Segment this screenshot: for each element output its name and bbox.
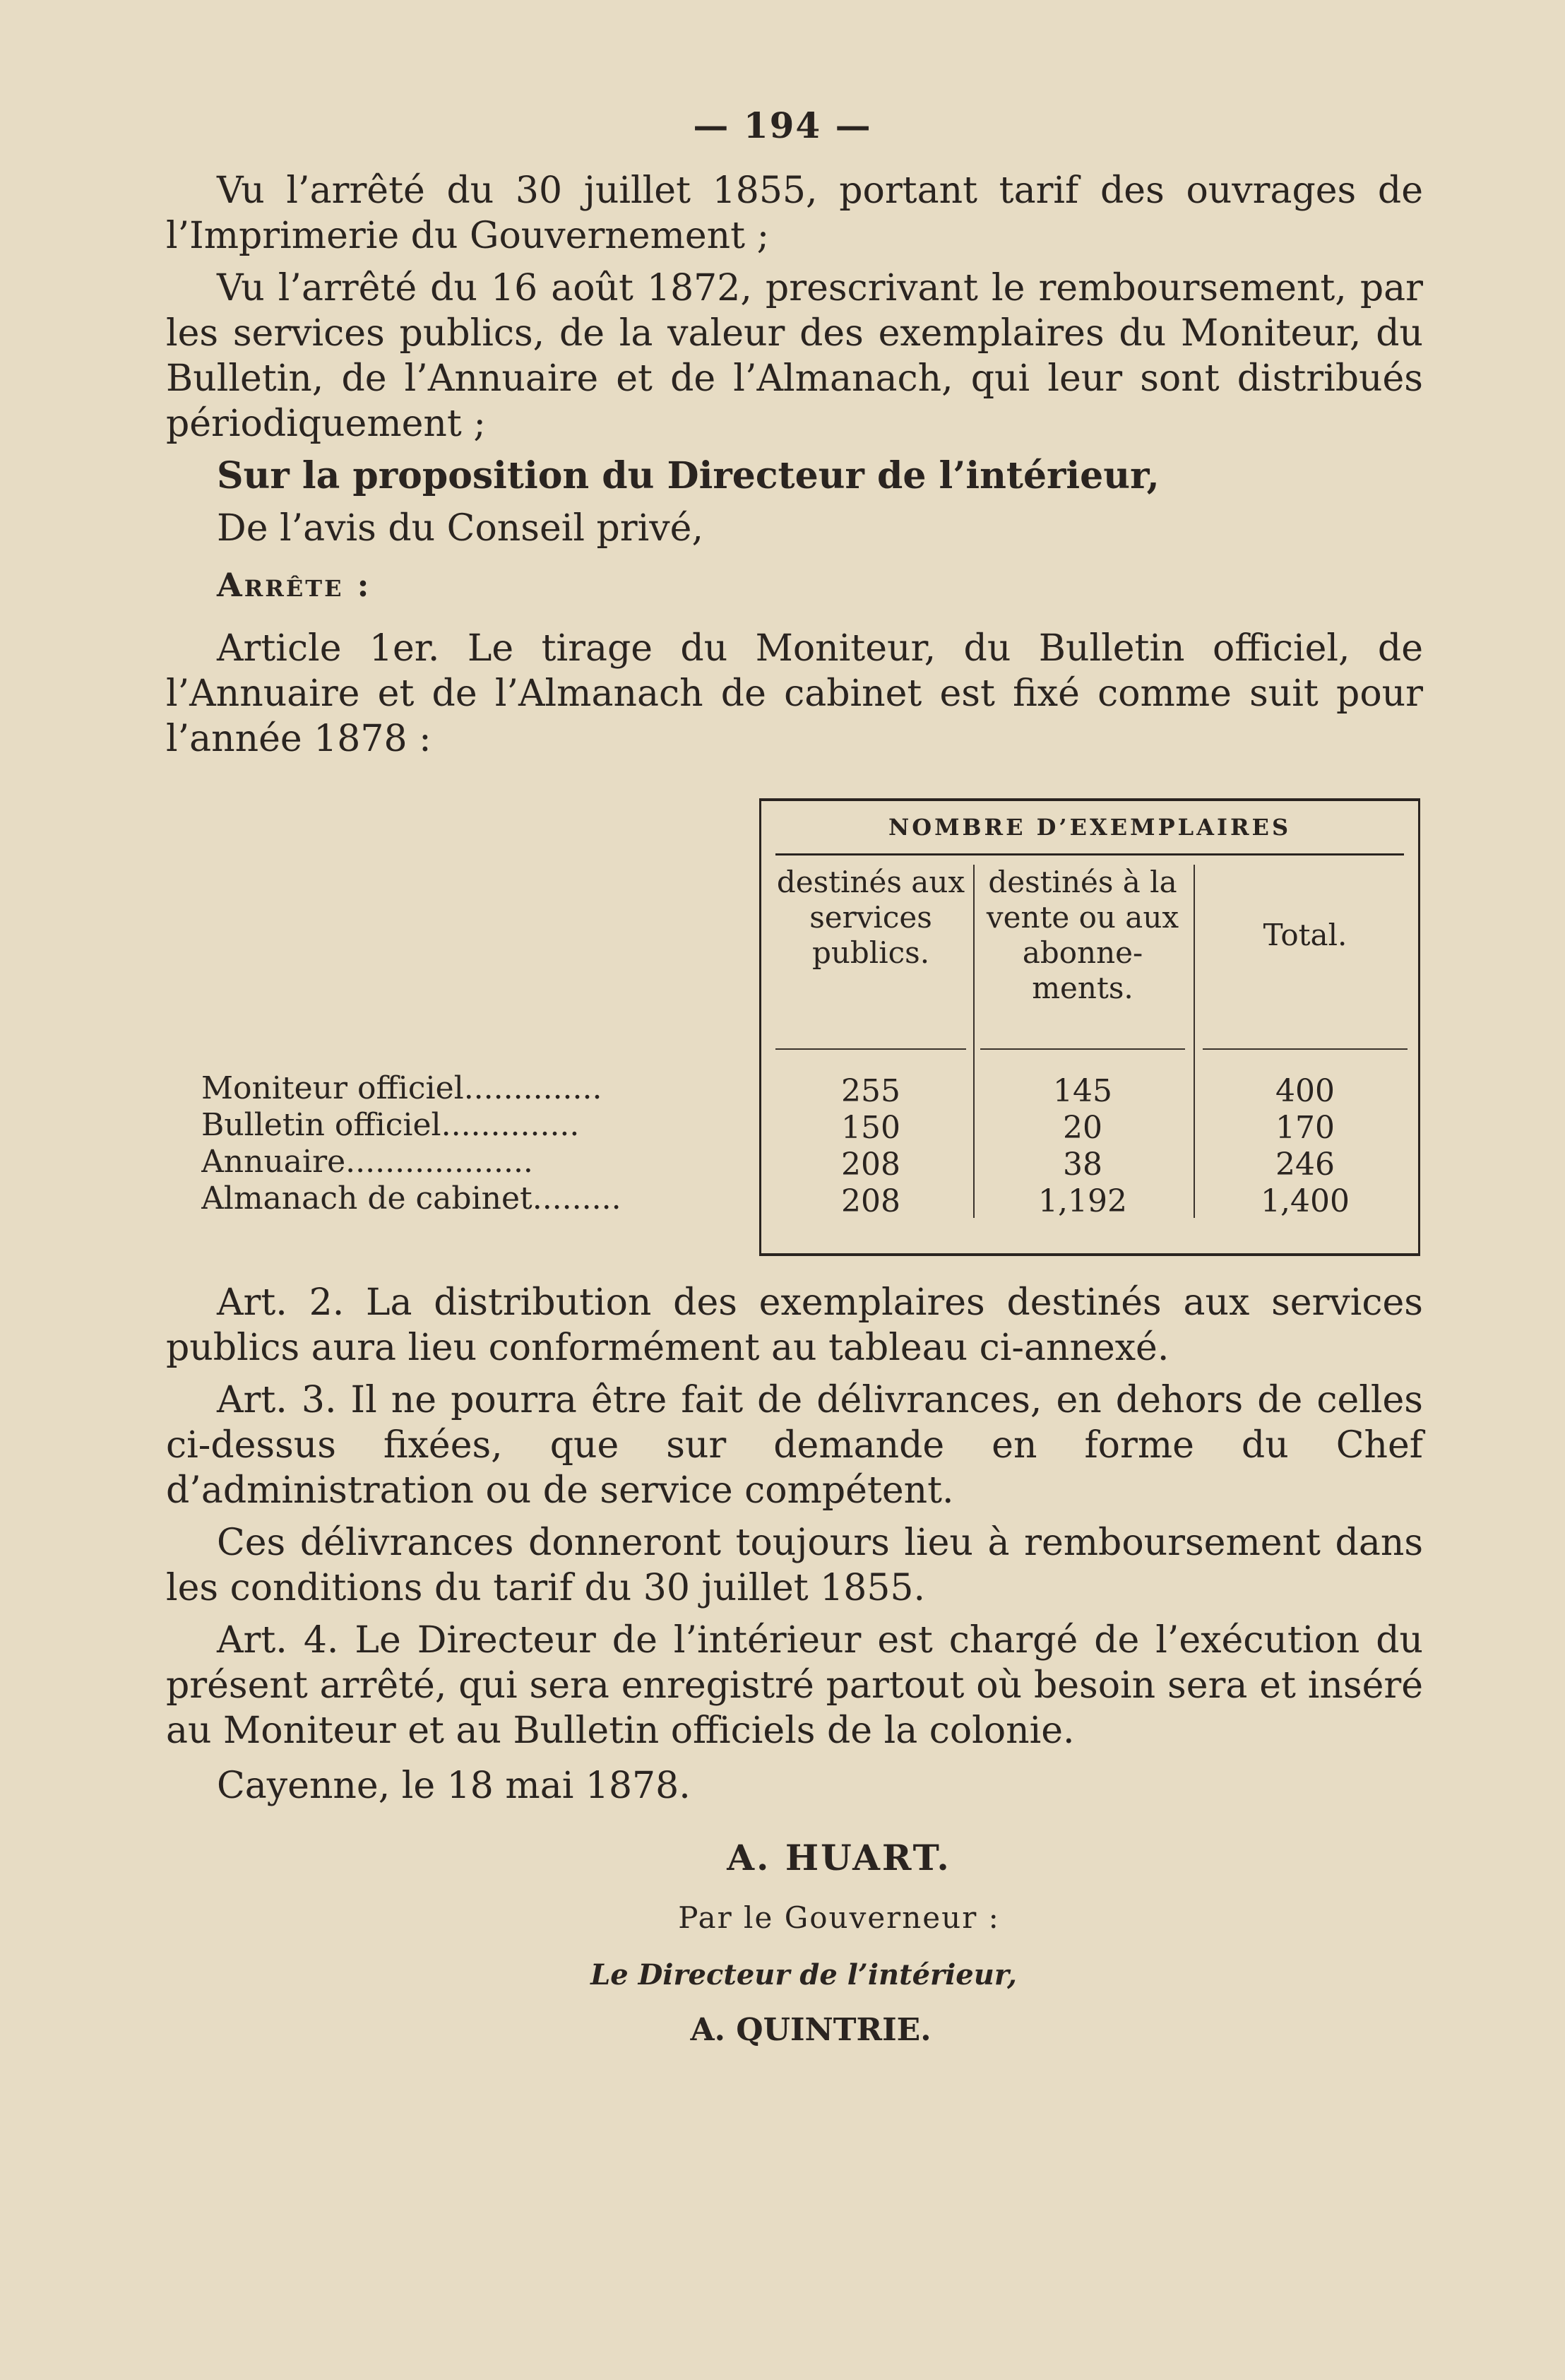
article-2: Art. 2. La distribution des exemplaires destinés aux services publics aura lieu conformément au tableau ci-annexé. (166, 1281, 1423, 1369)
row-label: Almanach de cabinet......... (201, 1180, 621, 1216)
signature-huart: A. HUART. (727, 1837, 951, 1878)
cell-vente: 1,192 (1038, 1183, 1127, 1219)
col-rule (980, 1048, 1185, 1050)
date-line: Cayenne, le 18 mai 1878. (217, 1765, 691, 1807)
col-header-vente: destinés à la vente ou aux abonne-ments. (986, 865, 1179, 1005)
cell-services: 208 (841, 1183, 900, 1219)
col-rule (1203, 1048, 1408, 1050)
cell-vente: 20 (1063, 1110, 1102, 1146)
paragraph-avis: De l’avis du Conseil privé, (217, 507, 703, 550)
cell-services: 255 (841, 1073, 900, 1109)
header-rule (775, 853, 1404, 856)
cell-total: 246 (1275, 1147, 1335, 1183)
body-text-after-table (166, 1280, 1423, 1816)
col-rule (775, 1048, 966, 1050)
paragraph-delivrances: Ces délivrances donneront toujours lieu à remboursement dans les conditions du tarif du 30 juillet 1855. (166, 1522, 1423, 1609)
article-1: Article 1er. Le tirage du Moniteur, du Bulletin officiel, de l’Annuaire et de l’Almanach de cabinet est fixé comme suit pour l’année 1878 : (166, 627, 1423, 760)
column-divider (1194, 865, 1195, 1218)
cell-total: 400 (1275, 1073, 1335, 1109)
article-4: Art. 4. Le Directeur de l’intérieur est chargé de l’exécution du présent arrêté, qui sera enregistré partout où besoin sera et inséré au Moniteur et au Bulletin officiels de la colonie. (166, 1619, 1423, 1752)
row-label: Bulletin officiel.............. (201, 1107, 580, 1143)
row-label: Annuaire................... (201, 1144, 533, 1180)
article-3: Art. 3. Il ne pourra être fait de délivrances, en dehors de celles ci-dessus fixées, que sur demande en forme du Chef d’administration ou de service compétent. (166, 1379, 1423, 1512)
signature-par-le-gouverneur: Par le Gouverneur : (678, 1900, 1000, 1935)
paragraph-vu-1855: Vu l’arrêté du 30 juillet 1855, portant tarif des ouvrages de l’Imprimerie du Gouvernement ; (166, 170, 1423, 257)
column-divider (973, 865, 975, 1218)
body-text (166, 168, 1423, 769)
cell-vente: 38 (1063, 1147, 1102, 1183)
col-header-services: destinés aux services publics. (776, 865, 965, 970)
paragraph-vu-1872: Vu l’arrêté du 16 août 1872, prescrivant le remboursement, par les services publics, de la valeur des exemplaires du Moniteur, du Bulletin, de l’Annuaire et de l’Almanach, qui leur sont distribués périodiquement ; (166, 267, 1423, 445)
cell-services: 208 (841, 1147, 900, 1183)
cell-total: 1,400 (1261, 1183, 1350, 1219)
signature-directeur-title: Le Directeur de l’intérieur, (590, 1958, 1017, 1991)
cell-total: 170 (1275, 1110, 1335, 1146)
row-label: Moniteur officiel.............. (201, 1070, 602, 1106)
paragraph-proposition: Sur la proposition du Directeur de l’intérieur, (217, 454, 1160, 497)
cell-services: 150 (841, 1110, 900, 1146)
tirage-table (201, 798, 1423, 1257)
col-header-total: Total. (1263, 918, 1347, 952)
cell-vente: 145 (1053, 1073, 1112, 1109)
table-header: NOMBRE D’EXEMPLAIRES (888, 814, 1292, 841)
arrete-label: Arrête : (217, 566, 371, 604)
table-frame (759, 798, 1420, 1256)
page-number: — 194 — (693, 105, 872, 146)
signature-quintrie: A. QUINTRIE. (690, 2012, 932, 2048)
